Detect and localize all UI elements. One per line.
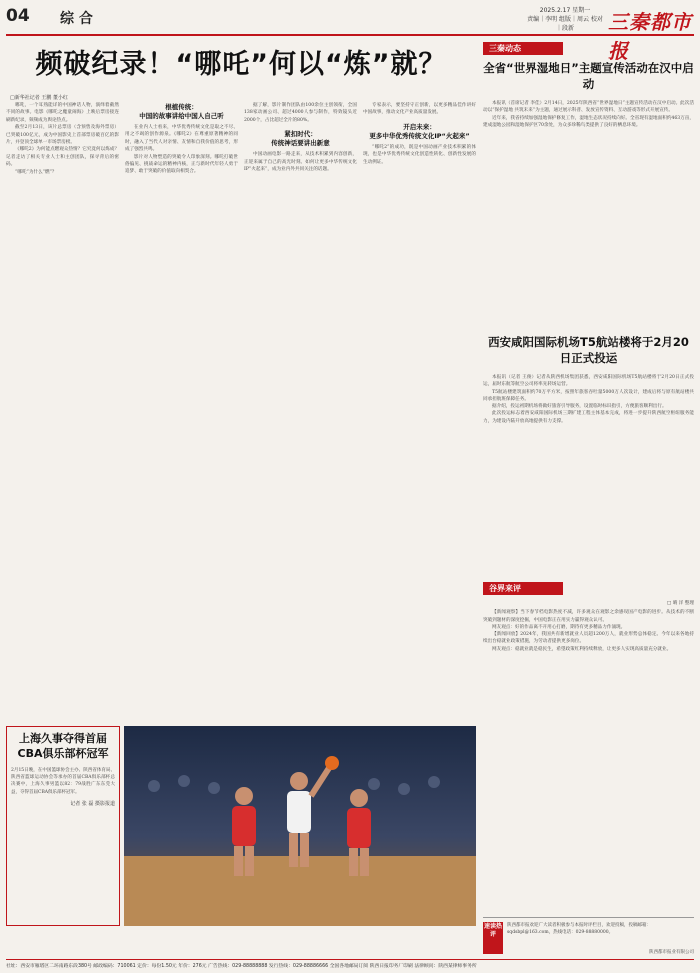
header-rule (6, 34, 694, 36)
date-line: 2025.2.17 星期一 (539, 7, 591, 14)
footer-note: 陕西都市报欢迎广大读者积极参与本报时评栏目，欢迎投稿，投稿邮箱：sqdsbpl@163.com，热线电话：029-88880000。 (507, 923, 651, 935)
imprint-strip: 社址：西安市雁塔区二环南路东段380号 邮政编码：710061 定价：每份1.50元 年价：276元 广告热线：029-88888888 发行热线：029-88886666 全国各地邮局订阅 陕西日报印务厂印刷 法律顾问：陕西某律师事务所 (6, 964, 477, 969)
footer-label: 速读热评 (483, 922, 503, 954)
paragraph: 据介绍，投运初期机场将做好旅客引导服务，设置临时标识指引，方便旅客顺利出行。 (492, 404, 667, 410)
subhead: 紧扣时代： 传统神话要讲出新意 (271, 130, 330, 148)
story3-byline: □ 晴 洋 整理 (666, 601, 694, 606)
paragraph: T5航站楼建筑面积约70万平方米，按照年旅客吞吐量5000万人次设计，建成后将与原有航站楼共同承担航班保障任务。 (483, 389, 694, 402)
story2-headline: 西安咸阳国际机场T5航站楼将于2月20日正式投运 (488, 335, 689, 365)
photo-caption: 2月15日晚，在中国篮球协会主办、陕西省体育局、陕西省篮球运动协会等承办的首届CBA俱乐部杯总决赛中，上海久事男篮以82：79战胜广东东莞大益，夺得首届CBA俱乐部杯冠军。 (11, 768, 115, 795)
section-bar (483, 42, 563, 55)
paragraph: 【新闻回放】2024年，我国共有新增就业人员超1200万人，就业形势总体稳定。今年以来各地持续出台稳就业政策措施，为劳动者提供更多岗位。 (483, 632, 694, 645)
paragraph: 在业内人士看来，中华优秀传统文化是取之不尽、用之不竭的创作源泉。《哪吒2》在尊重原著精神的同时，融入了当代人对亲情、友情和自我价值的思考，形成了强烈共鸣。 (125, 125, 238, 153)
section-bar-label: 谷界来评 (489, 584, 521, 593)
paragraph: 近年来，我省持续加强湿地保护修复工作，湿地生态状况持续向好。全省现有湿地面积约463万亩，建成湿地公园和湿地保护区70余处，为众多珍稀鸟类提供了良好的栖息环境。 (483, 115, 694, 128)
footer-signature: 陕西都市报业有限公司 (649, 950, 694, 955)
basketball-photo-art (124, 726, 476, 926)
section-bar-label: 三秦动态 (489, 44, 521, 53)
story3-body (483, 600, 694, 910)
story1-body (483, 100, 694, 325)
paragraph: 此次投运标志着西安咸阳国际机场三期扩建工程主体基本完成，将进一步提升陕西航空枢纽服务能力，为建设内陆开放高地提供有力支撑。 (483, 411, 694, 424)
story1-headline: 全省“世界湿地日”主题宣传活动在汉中启动 (483, 61, 694, 91)
section-title: 综 合 (60, 11, 93, 27)
paragraph: 影片对人物塑造的突破令人印象深刻。哪吒打破世俗偏见、挑战命运的精神内核，正与新时代年轻人勇于追梦、敢于突破的价值取向相契合。 (125, 154, 238, 175)
paragraph: 《哪吒2》为何能点燃观众热情？它究竟何以炼成？记者走访了相关专业人士和主创团队，探寻背后的密码。 (6, 147, 119, 168)
footer-notice (483, 917, 694, 957)
editor-line: 责编｜李明 组版｜周云 校对｜段新 (527, 16, 603, 32)
basketball-photo (124, 726, 476, 926)
page-number: 04 (6, 6, 30, 26)
header-meta (525, 6, 605, 33)
right-column (483, 42, 694, 927)
paragraph: 据了解，影片制作团队由100余位主创领衔，全国138家动画公司、超过4000人参与制作，特效镜头近2000个，占比超过全片的80%。 (244, 103, 357, 123)
paragraph: “哪吒”为什么“燃”？ (15, 169, 57, 175)
masthead-logo: 三秦都市报 (608, 10, 692, 63)
photo-caption-box (6, 726, 120, 926)
paragraph: “哪吒2”的成功，既是中国动画产业技术积累的体现，也是中华优秀传统文化创造性转化、创新性发展的生动例证。 (363, 144, 476, 165)
photo-author: 记者 张 磊 摄影报道 (70, 800, 115, 807)
article-body (6, 102, 476, 722)
subhead: 开启未来： 更多中华优秀传统文化IP“火起来” (369, 122, 470, 140)
paragraph: 哪吒，一个耳熟能详的中国神话人物，演绎着截然不同的故事。电影《哪吒之魔童闹海》上映后票房接连刷新纪录，频频成为舆论热点。 (6, 103, 119, 123)
paragraph: 网友观点：好的作品离不开用心打磨，期待有更多精品力作涌现。 (492, 624, 626, 630)
photo-title: 上海久事夺得首届CBA俱乐部杯冠军 (17, 732, 109, 760)
main-headline: 频破纪录！“哪吒”何以“炼”就？ (35, 49, 447, 80)
bottom-rule (6, 959, 694, 960)
subhead: 根植传统： 中国的故事讲给中国人自己听 (139, 103, 224, 120)
paragraph: 截至2月13日，该片总票房（含预售及海外票房）已突破100亿元，成为中国影史上首部票房破百亿的影片，并登顶全球单一市场票房榜。 (6, 125, 119, 146)
paragraph: 本报讯（记者 王俊）记者从陕西机场集团获悉，西安咸阳国际机场T5航站楼将于2月20日正式投运，届时东航等航空公司将率先转场运营。 (483, 375, 694, 388)
paragraph: 【新闻观察】当下春节档电影热度不减，许多观众在观影之余感叹国产电影的进步。从技术的不断突破到题材的深度挖掘，中国电影正在用实力赢得观众认可。 (483, 610, 694, 623)
paragraph: 网友观点：稳就业就是稳民生，希望政策红利持续释放，让更多人实现高质量充分就业。 (492, 646, 672, 652)
section-bar (483, 582, 563, 595)
paragraph: 中国动画电影一路走来，从技术积累到内容创新，正迎来属于自己的高光时刻。如何让更多中华传统文化IP“火起来”，成为业内外共同关注的话题。 (244, 152, 357, 173)
story2-body (483, 374, 694, 574)
main-byline: □新华社记者 王鹏 董小红 (10, 95, 68, 101)
paragraph: 专家表示，要坚持守正创新，以更多精品佳作讲好中国故事，推动文化产业高质量发展。 (363, 103, 476, 116)
paragraph: 本报讯（首席记者 李佳）2月14日，2025年陕西省“世界湿地日”主题宣传活动在汉中启动。此次活动以“保护湿地 共筑未来”为主题，通过展示科普、发放宣传资料、互动游戏等形式开展宣传。 (483, 101, 694, 114)
main-story-region (6, 42, 476, 927)
